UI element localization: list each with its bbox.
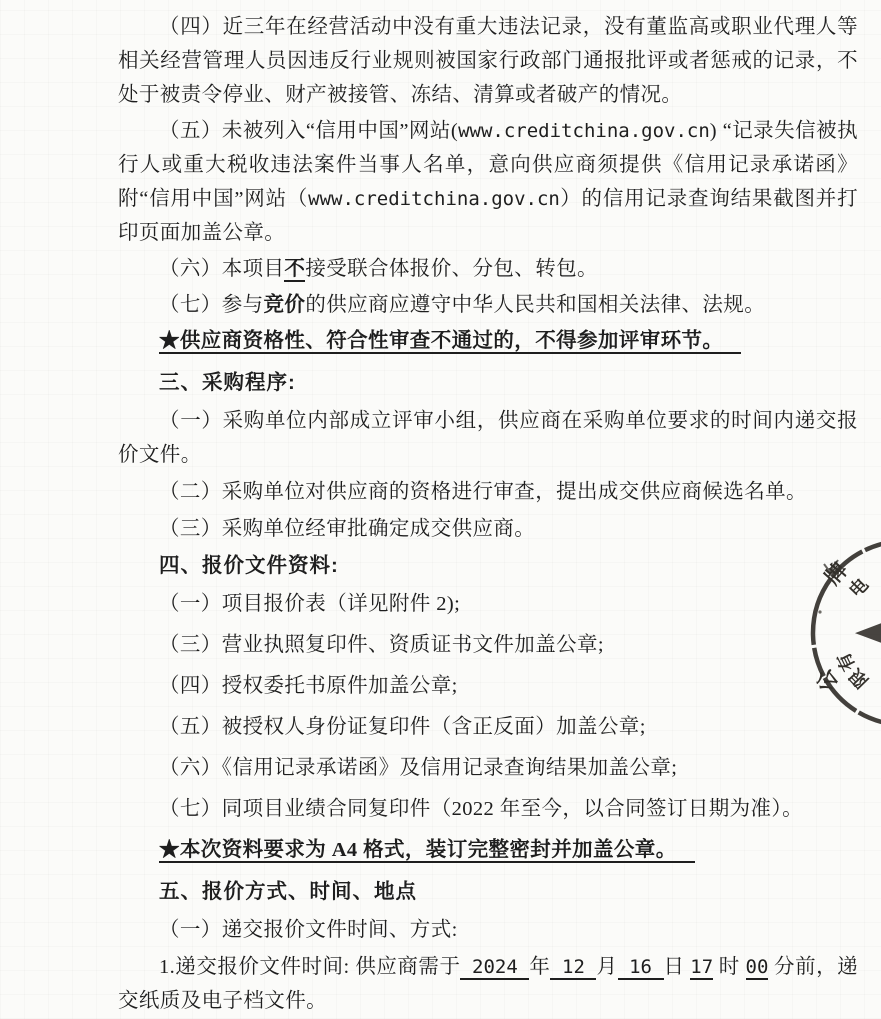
- text-segment: 00: [745, 956, 769, 978]
- para-material-4: [118, 669, 858, 703]
- heading-section-3: [118, 366, 858, 400]
- seal-char: 牌: [820, 557, 853, 590]
- text-segment: 月: [596, 956, 618, 978]
- text-segment: （三）营业执照复印件、资质证书文件加盖公章;: [159, 634, 604, 656]
- text-segment: 时: [713, 956, 746, 978]
- para-procedure-1: [118, 404, 858, 472]
- text-segment: （三）采购单位经审批确定成交供应商。: [159, 518, 536, 540]
- text-segment: www.creditchina.gov.cn: [458, 120, 710, 142]
- seal-char: 电: [845, 574, 873, 602]
- text-segment: 五、报价方式、时间、地点: [159, 880, 417, 903]
- para-clause-4: [118, 10, 858, 112]
- para-material-3: [118, 628, 858, 662]
- text-segment: 接受联合体报价、分包、转包。: [305, 258, 598, 280]
- heading-section-5: [118, 875, 858, 909]
- seal-char: 有: [833, 649, 860, 675]
- text-segment: 的供应商应遵守中华人民共和国相关法律、法规。: [305, 294, 766, 316]
- para-clause-6: [118, 252, 858, 286]
- text-segment: ）的信用记录查询结果截图并打印页面加盖公章。: [118, 188, 858, 244]
- text-segment: ★本次资料要求为 A4 格式，装订完整密封并加盖公章。: [159, 839, 695, 863]
- para-clause-5: [118, 114, 858, 250]
- text-segment: 分前，递交纸质及电子档文件。: [118, 956, 859, 1012]
- text-segment: 四、报价文件资料:: [159, 554, 339, 577]
- text-segment: 年: [529, 956, 551, 978]
- text-segment: ) “记录失信被执行人或重大税收违法案件当事人名单，意向供应商须提供《信用记录承诺函》附“信用中国”网站（: [118, 120, 858, 210]
- para-procedure-2: [118, 475, 858, 509]
- text-segment: 1.递交报价文件时间: 供应商需于: [159, 956, 461, 978]
- heading-section-4: [118, 549, 858, 583]
- text-segment: （七）同项目业绩合同复印件（2022 年至今，以合同签订日期为准）。: [159, 798, 803, 820]
- para-clause-7: [118, 288, 858, 322]
- para-material-5: [118, 710, 858, 744]
- text-segment: （六）本项目: [159, 258, 285, 280]
- text-segment: （四）近三年在经营活动中没有重大违法记录，没有董监高或职业代理人等相关经营管理人员因违反行业规则被国家行政部门通报批评或者惩戒的记录，不处于被责令停业、财产被接管、冻结、清算或者破产的情况。: [118, 16, 858, 106]
- text-segment: （四）授权委托书原件加盖公章;: [159, 675, 458, 697]
- document-content: [118, 10, 858, 1019]
- text-segment: 竞价: [263, 294, 306, 316]
- text-segment: www.creditchina.gov.cn: [308, 188, 560, 210]
- text-segment: 16: [617, 956, 664, 978]
- para-material-6: [118, 751, 858, 785]
- text-segment: （六）《信用记录承诺函》及信用记录查询结果加盖公章;: [159, 757, 678, 779]
- para-submit-deadline: [118, 950, 858, 1018]
- text-segment: （七）参与: [159, 294, 264, 316]
- text-segment: 日: [663, 956, 691, 978]
- text-segment: 17: [690, 956, 714, 978]
- company-seal: [790, 520, 881, 750]
- text-segment: （五）被授权人身份证复印件（含正反面）加盖公章;: [159, 716, 646, 738]
- text-segment: （一）递交报价文件时间、方式:: [159, 919, 458, 941]
- para-star-a4-note: [118, 833, 858, 867]
- text-segment: （五）未被列入“信用中国”网站(: [159, 120, 459, 142]
- text-segment: 不: [284, 258, 306, 280]
- para-submit-method: [118, 913, 858, 947]
- text-segment: 2024: [460, 956, 530, 978]
- text-segment: （一）采购单位内部成立评审小组，供应商在采购单位要求的时间内递交报价文件。: [118, 410, 858, 466]
- text-segment: （一）项目报价表（详见附件 2);: [159, 593, 461, 615]
- para-star-review-note: [118, 324, 858, 358]
- text-segment: ★供应商资格性、符合性审查不通过的，不得参加评审环节。: [159, 330, 741, 354]
- para-procedure-3: [118, 512, 858, 546]
- seal-char: 公: [811, 664, 843, 696]
- para-material-7: [118, 792, 858, 826]
- text-segment: 12: [550, 956, 597, 978]
- para-material-1: [118, 587, 858, 621]
- text-segment: 三、采购程序:: [159, 371, 296, 394]
- text-segment: （二）采购单位对供应商的资格进行审查，提出成交供应商候选名单。: [159, 481, 807, 503]
- seal-dot: [818, 610, 821, 613]
- seal-char: 限: [845, 664, 873, 692]
